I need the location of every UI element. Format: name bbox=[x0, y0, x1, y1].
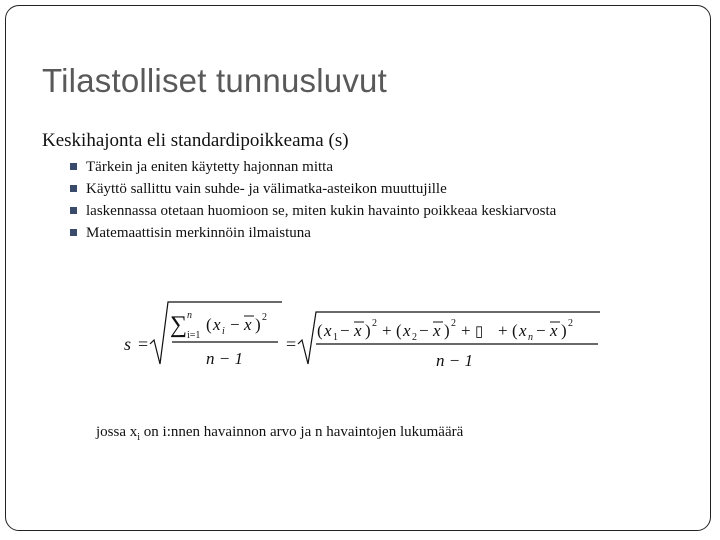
paren-close: ) bbox=[444, 321, 450, 340]
denominator-1: n − 1 bbox=[206, 349, 243, 368]
formula-s: s bbox=[124, 334, 132, 354]
bullet-item bbox=[70, 224, 590, 242]
var-xbar: x bbox=[354, 321, 362, 340]
slide-title: Tilastolliset tunnusluvut bbox=[42, 62, 387, 99]
paren-close: ) bbox=[365, 321, 371, 340]
bullet-text: Käyttö sallittu vain suhde- ja välimatka-asteikon muuttujille bbox=[86, 181, 447, 197]
denominator-2: n − 1 bbox=[436, 351, 473, 370]
plus: + bbox=[382, 321, 392, 340]
plus: + bbox=[461, 321, 471, 340]
sub-2: 2 bbox=[412, 332, 417, 343]
formula-equals-1: = bbox=[138, 334, 149, 354]
var-x: x bbox=[519, 321, 527, 340]
note-prefix: jossa x bbox=[96, 424, 138, 440]
formula-explanation bbox=[96, 424, 463, 443]
bullet-text: laskennassa otetaan huomioon se, miten kukin havainto poikkeaa keskiarvosta bbox=[86, 203, 557, 219]
bullet-item bbox=[70, 158, 590, 176]
bullet-list bbox=[70, 158, 590, 246]
minus: − bbox=[419, 321, 429, 340]
minus: − bbox=[230, 315, 240, 334]
slide-subtitle: Keskihajonta eli standardipoikkeama (s) bbox=[42, 130, 349, 151]
paren-open: ( bbox=[206, 315, 212, 334]
note-suffix: on i:nnen havainnon arvo ja n havaintojen lukumäärä bbox=[140, 424, 464, 440]
minus: − bbox=[536, 321, 546, 340]
sub-1: 1 bbox=[333, 332, 338, 343]
sum-symbol: ∑ bbox=[170, 312, 188, 338]
paren-close: ) bbox=[561, 321, 567, 340]
plus: + bbox=[498, 321, 508, 340]
var-xbar: x bbox=[244, 315, 252, 334]
sum-lower: i=1 bbox=[187, 330, 201, 341]
missing-glyph: ▯ bbox=[475, 324, 484, 340]
square-bullet-icon bbox=[70, 185, 77, 192]
square-bullet-icon bbox=[70, 229, 77, 236]
var-x: x bbox=[403, 321, 411, 340]
bullet-text: Tärkein ja eniten käytetty hajonnan mitta bbox=[86, 159, 333, 175]
square-bullet-icon bbox=[70, 207, 77, 214]
var-x: x bbox=[324, 321, 332, 340]
exp-2: 2 bbox=[262, 312, 267, 323]
bullet-item bbox=[70, 202, 590, 220]
minus: − bbox=[340, 321, 350, 340]
var-xbar: x bbox=[433, 321, 441, 340]
bullet-text: Matemaattisin merkinnöin ilmaistuna bbox=[86, 225, 311, 241]
paren-open: ( bbox=[396, 321, 402, 340]
square-bullet-icon bbox=[70, 163, 77, 170]
exp-2: 2 bbox=[568, 318, 573, 329]
sub-i: i bbox=[222, 326, 225, 337]
sum-upper: n bbox=[187, 310, 192, 321]
note-subscript: i bbox=[137, 432, 141, 443]
formula-equals-2: = bbox=[286, 334, 297, 354]
bullet-item bbox=[70, 180, 590, 198]
paren-close: ) bbox=[255, 315, 261, 334]
sub-n: n bbox=[528, 332, 533, 343]
standard-deviation-formula bbox=[120, 298, 610, 378]
formula-svg bbox=[120, 298, 610, 378]
exp-2: 2 bbox=[372, 318, 377, 329]
exp-2: 2 bbox=[451, 318, 456, 329]
var-x: x bbox=[213, 315, 221, 334]
paren-open: ( bbox=[317, 321, 323, 340]
paren-open: ( bbox=[512, 321, 518, 340]
var-xbar: x bbox=[550, 321, 558, 340]
